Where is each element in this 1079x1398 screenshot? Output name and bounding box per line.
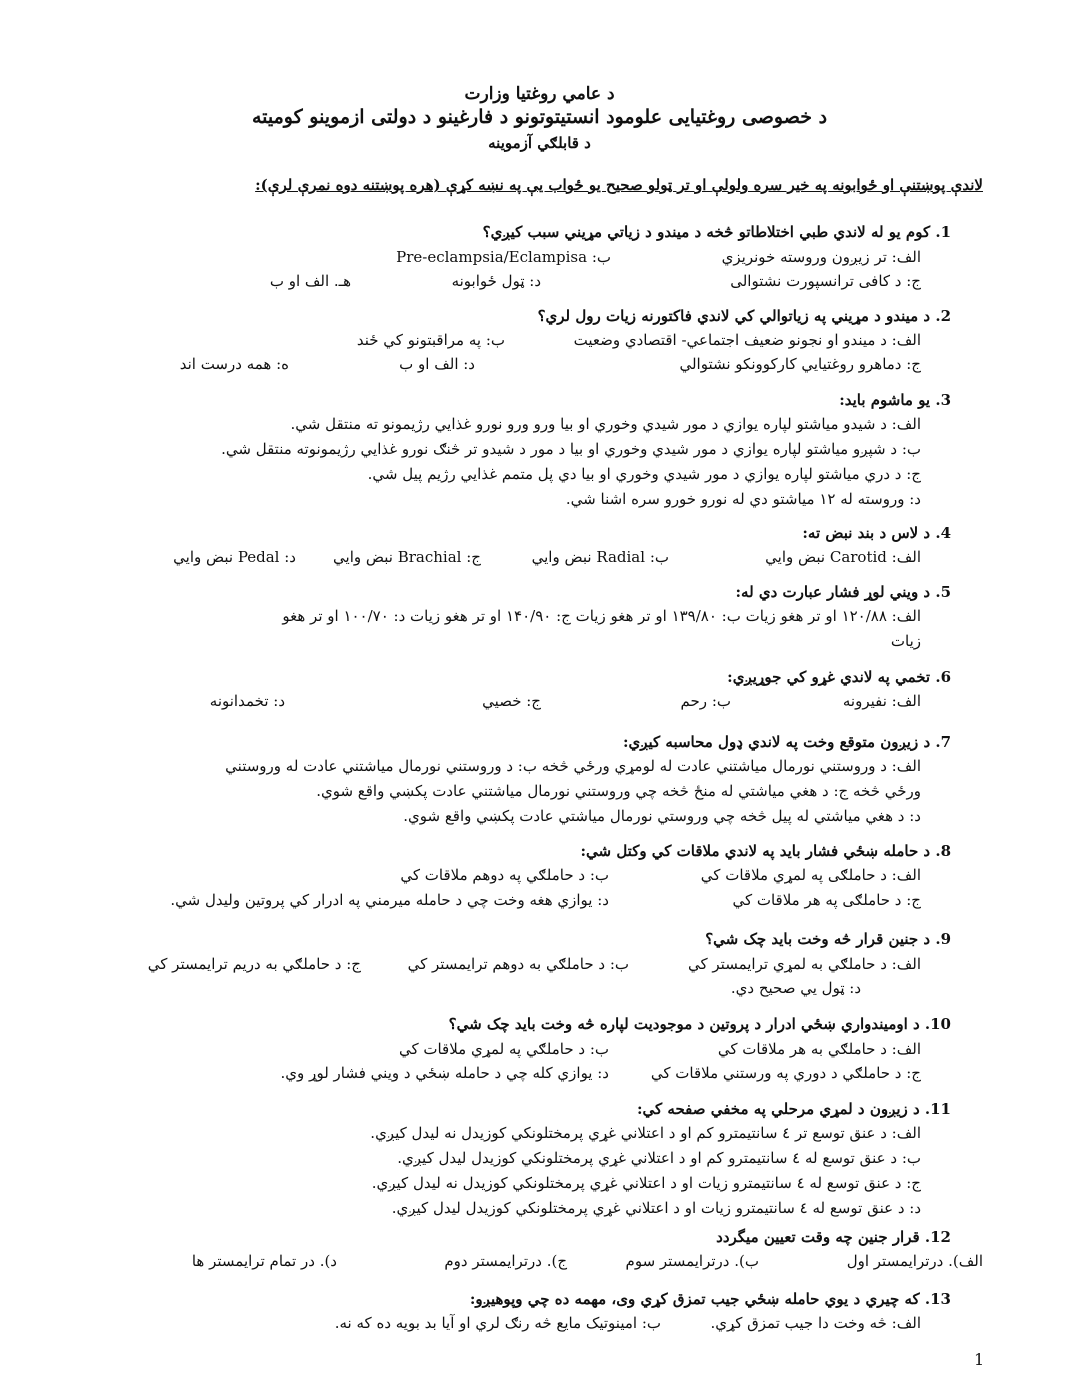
option-b: ب: رحم xyxy=(680,692,731,710)
options-line-2: ورځي څخه ج: د هغي مياشتي له منځ څخه چي وروستني نورمال مياشتني عادت پکښي واقع شوي. xyxy=(316,782,921,800)
option-d: د: ټول ځوابونه xyxy=(451,272,541,290)
option-c: ج: د حاملګي به دريم ترايمستر کي xyxy=(147,955,361,973)
instructions: لاندې پوښتنې او ځوابونه په خير سره ولولې او تر ټولو صحيح یو ځواب یې په نښه کړې (هره پوښتنه دوه نمرې لرې): xyxy=(255,176,983,194)
option-c: ج: Brachial نبض وايي xyxy=(333,548,481,566)
option-b: ب: امينوتيک مايع څه رنګ لري او آيا بد بويه ده که نه. xyxy=(334,1314,661,1332)
options-line-2: زيات xyxy=(890,632,921,650)
option-a: الف: Carotid نبض وايي xyxy=(765,548,921,566)
question-title: 11. د زيږون د لمړي مرحلي په مخفي صفحه کي: xyxy=(637,1100,951,1118)
option-c: ج: د دري مياشتو لپاره يوازي د مور شيدي وخوري او بيا دي پل متمم غذايي رژيم پيل شي. xyxy=(367,465,921,483)
ministry-title: د عامي روغتيا وزارت xyxy=(464,84,615,104)
option-a: الف: نفيرونه xyxy=(842,692,921,710)
option-b: ب: د حاملګي په دوهم ملاقات کي xyxy=(400,866,609,884)
option-c: ج: دماهرو روغتيايي کارکوونکو نشتوالي xyxy=(679,355,921,373)
option-c: ج). درترايمستر دوم xyxy=(444,1252,567,1270)
option-b: ب: Pre-eclampsia/Eclampisa xyxy=(396,248,611,266)
option-c: ج: د حاملګي د دوري په ورستني ملاقات کي xyxy=(650,1064,921,1082)
question-title: 13. که چيري د يوي حامله ښځي جيب تمزق کړي وی، مهمه ده چي وپوهيږو: xyxy=(469,1290,951,1308)
exam-title: د قابلګي آزموینه xyxy=(488,134,591,152)
option-b: ب). درترايمستر سوم xyxy=(625,1252,759,1270)
option-d: د). در تمام ترايمستر ها xyxy=(191,1252,337,1270)
option-b: ب: د حاملګي به دوهم ترايمستر کي xyxy=(407,955,629,973)
option-b: ب: Radial نبض وايي xyxy=(531,548,669,566)
option-e: هـ. الف او ب xyxy=(269,272,351,290)
committee-title: د خصوصی روغتیایی علومود انستيتوتونو د فارغينو د دولتی ازموینو کومیته xyxy=(251,106,828,128)
question-title: 4. د لاس د بند نبض ته: xyxy=(802,524,951,542)
question-title: 6. تخمي په لاندي غړو کي جوړيږي: xyxy=(727,668,951,686)
option-a: الف: د حاملګی په لمړي ملاقات کي xyxy=(700,866,921,884)
options-line-3: د: د هغي مياشتي له پيل څخه چي وروستي نورمال مياشتي عادت پکښي واقع شوي. xyxy=(403,807,921,825)
question-title: 1. کوم يو له لاندي طبي اختلاطاتو څخه د میندو د زیاتي مړيني سبب کيږي؟ xyxy=(482,223,951,241)
option-a: الف: د شيدو مياشتو لپاره يوازي د مور شيدي وخوري او بيا ورو ورو نورو غذايي رژيمونو ته منتقل شي. xyxy=(290,415,921,433)
option-d: د: يوازي کله چي د حامله ښځي د ويني فشار لوړ وي. xyxy=(280,1064,609,1082)
options-line-1: الف: د وروستني نورمال مياشتني عادت له لومړي ورځي څخه ب: د وروستني نورمال مياشتني عادت له وروستني xyxy=(225,757,921,775)
options-line-1: الف: ۱۲۰/۸۸ او تر هغو زيات ب: ۱۳۹/۸۰ او تر هغو زيات ج: ۱۴۰/۹۰ او تر هغو زيات د: ۱۰۰/۷۰ او تر هغو xyxy=(282,607,921,625)
option-a: الف: د حاملګي به هر ملاقات کي xyxy=(717,1040,921,1058)
option-d: د: د عنق توسع له ٤ سانتيمترو زيات او د اعتلاني غړي پرمختلونکي کوزيدل ليدل کيږي. xyxy=(391,1199,921,1217)
option-c: ج: خصيي xyxy=(482,692,541,710)
option-c: ج: د عنق توسع له ٤ سانتيمترو زيات او د اعتلاني غړي پرمختلونکي کوزيدل نه ليدل کيږي. xyxy=(371,1174,921,1192)
question-title: 7. د زيږون متوقع وخت په لاندي ډول محاسبه کيږي: xyxy=(622,733,951,751)
question-title: 12. قرار جنين چه وقت تعيين ميگردد xyxy=(716,1228,951,1246)
option-e: ه: همه درست اند xyxy=(179,355,289,373)
option-c: ج: د کافی ترانسپورت نشتوالی xyxy=(730,272,921,290)
question-title: 2. د ميندو د مړيني په زياتوالي کي لاندي فاکتورنه زيات رول لري؟ xyxy=(537,307,951,325)
option-d: د: الف او ب xyxy=(399,355,475,373)
option-d: د: يوازي هغه وخت چي د حامله ميرمني په ادرار کي پروتين وليدل شي. xyxy=(170,891,609,909)
question-title: 3. يو ماشوم بايد: xyxy=(839,391,951,409)
option-a: الف). درترايمستر اول xyxy=(846,1252,983,1270)
question-title: 8. د حامله ښځي فشار بايد په لاندي ملاقات کي وکتل شي: xyxy=(580,842,951,860)
option-b: ب: د حاملګي په لمړي ملاقات کي xyxy=(398,1040,609,1058)
question-title: 9. د جنين قرار څه وخت بايد چک شي؟ xyxy=(705,930,951,948)
option-b: ب: د عنق توسع له ٤ سانتيمترو کم او د اعتلاني غړي پرمختلونکي کوزيدل ليدل کيږي. xyxy=(397,1149,921,1167)
option-a: الف: د ميندو او نجونو ضعيف اجتماعي- اقتصادي وضعيت xyxy=(573,331,921,349)
option-c: ج: د حاملګی په هر ملاقات کي xyxy=(732,891,921,909)
option-d: د: تخمدانونه xyxy=(209,692,285,710)
page-number: 1 xyxy=(974,1350,985,1369)
option-a: الف: تر زيږون وروسته خونريزي xyxy=(721,248,921,266)
option-a: الف: د حاملګي به لمړي ترايمستر کي xyxy=(687,955,921,973)
option-d: د: ټول يي صحيح دي. xyxy=(730,979,861,997)
option-b: ب: د شپږو مياشتو لپاره يوازي د مور شيدي وخوري او بيا د مور د شيدو تر څنګ نورو غذايي رژيمونوته منتقل شي. xyxy=(221,440,921,458)
question-title: 10. د اوميندواري ښځي ادرار د پروتين د موجوديت لپاره څه وخت بايد چک شي؟ xyxy=(448,1015,951,1033)
option-a: الف: د عنق توسع تر ٤ سانتيمترو کم او د اعتلاني غړي پرمختلونکي کوزيدل نه ليدل کيږي. xyxy=(370,1124,921,1142)
option-d: د: Pedal نبض وايي xyxy=(173,548,296,566)
question-title: 5. د ويني لوړ فشار عبارت دي له: xyxy=(735,583,951,601)
option-b: ب: په مراقبتونو کي ځند xyxy=(356,331,505,349)
option-a: الف: څه وخت دا جيب تمزق کړي. xyxy=(710,1314,921,1332)
option-d: د: وروسته له ۱۲ مياشتو دي له نورو خورو سره اشنا شي. xyxy=(565,490,921,508)
